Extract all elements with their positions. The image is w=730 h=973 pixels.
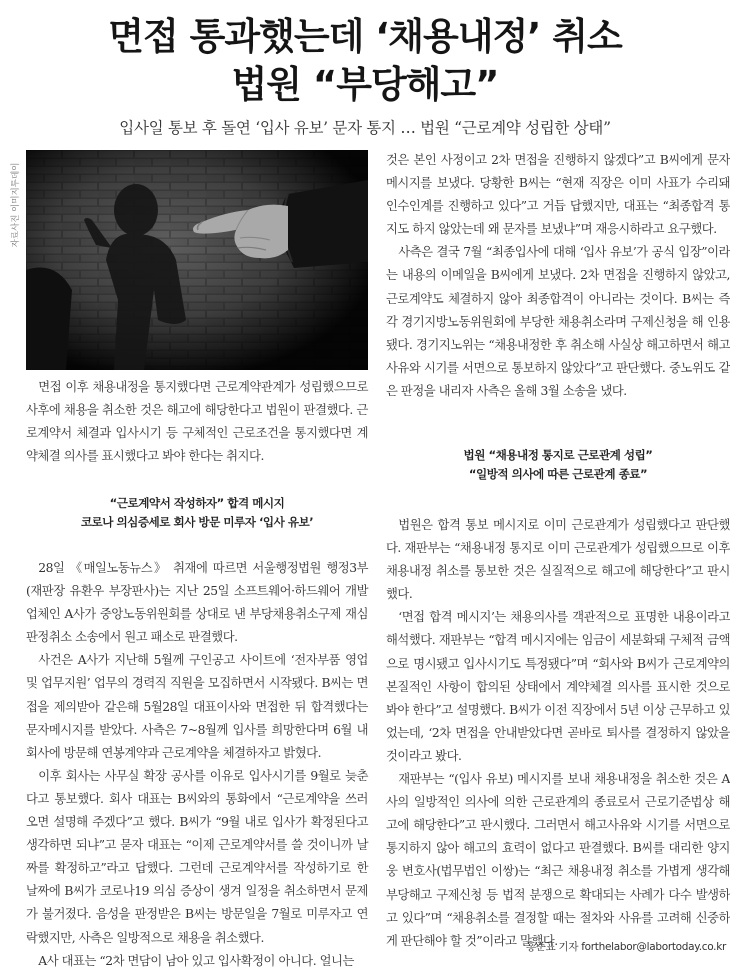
byline: 홍준표 기자 forthelabor@labortoday.co.kr	[525, 941, 726, 953]
article-photo	[26, 150, 368, 370]
headline-line1: 면접 통과했는데 ‘채용내정’ 취소	[108, 15, 622, 58]
subheadline: 입사일 통보 후 돌연 ‘입사 유보’ 문자 통지 … 법원 “근로계약 성립한 상태”	[119, 119, 611, 137]
body-paragraph: 사측은 결국 7월 “최종입사에 대해 ‘입사 유보’가 공식 입장”이라는 내용의 이메일을 B씨에게 보냈다. 2차 면접을 진행하지 않았고, 근로계약도 체결하지 않아 최종합격이 아니라는 것이다. B씨는 즉각 경기지방노동위원회에 부당한 채용취소라며 구제신청을 해 인용됐다. 경기지노위는 “채용내정한 후 취소해 사실상 해고하면서 해고사유와 시기를 서면으로 통보하지 않았다”고 판단했다. 중노위도 같은 판정을 내리자 사측은 올해 3월 소송을 냈다.	[386, 245, 730, 398]
body-paragraph: 것은 본인 사정이고 2차 면접을 진행하지 않겠다”고 B씨에게 문자메시지를 보냈다. 당황한 B씨는 “현재 직장은 이미 사표가 수리돼 인수인계를 진행하고 있다”고 거듭 답했지만, 대표는 “최종합격 통지도 하지 않았는데 왜 문자를 보냈냐”며 재응시하라고 요구했다.	[386, 153, 730, 237]
body-paragraph: ‘면접 합격 메시지’는 채용의사를 객관적으로 표명한 내용이라고 해석했다. 재판부는 “합격 메시지에는 임금이 세분화돼 구체적 금액으로 명시됐고 입사시기도 특정됐다”며 “회사와 B씨가 근로계약의 본질적인 사항이 합의된 상태에서 계약체결 의사를 표시한 것으로 봐야 한다”고 설명했다. B씨가 이전 직장에서 5년 이상 근무하고 있었는데, ‘2차 면접을 안내받았다면 곧바로 퇴사를 결정하지 않았을 것이라고 봤다.	[386, 610, 730, 763]
subtitle-1-line2: 코로나 의심증세로 회사 방문 미루자 ‘입사 유보’	[80, 515, 314, 529]
subtitle-2	[386, 446, 730, 484]
pointing-finger-illustration	[26, 150, 368, 370]
subtitle-2-line1: 법원 “채용내정 통지로 근로관계 성립”	[463, 448, 653, 462]
body-paragraph: 28일 《매일노동뉴스》 취재에 따르면 서울행정법원 행정3부(재판장 유환우 부장판사)는 지난 25일 소프트웨어·하드웨어 개발업체인 A사가 중앙노동위원회를 상대로 낸 부당채용취소구제 재심판정취소 소송에서 원고 패소로 판결했다.	[26, 561, 368, 645]
lead-paragraph	[26, 376, 368, 468]
subtitle-1-line1: “근로계약서 작성하자” 합격 메시지	[109, 496, 285, 510]
photo-credit: 자료사진 이미지투데이	[11, 162, 21, 248]
body-paragraph: A사 대표는 “2차 면담이 남아 있고 입사확정이 아니다. 얼니는	[38, 953, 354, 968]
left-column-body	[26, 557, 368, 973]
headline-line2: 법원 “부당해고”	[231, 63, 499, 106]
lead-text: 면접 이후 채용내정을 통지했다면 근로계약관계가 성립했으므로 사후에 채용을 취소한 것은 해고에 해당한다고 법원이 판결했다. 근로계약서 체결과 입사시기 등 구체적인 근로조건을 통지했다면 계약체결 의사를 표시했다고 봐야 한다는 취지다.	[26, 380, 368, 464]
subtitle-2-line2: “일방적 의사에 따른 근로관계 종료”	[468, 467, 648, 481]
body-paragraph: 재판부는 “(입사 유보) 메시지를 보내 채용내정을 취소한 것은 A사의 일방적인 의사에 의한 근로관계의 종료로서 근로기준법상 해고에 해당한다”고 판시했다. 그러면서 해고사유와 시기를 서면으로 통지하지 않아 해고의 효력이 없다고 판결했다. B씨를 대리한 양지웅 변호사(법무법인 이쌍)는 “최근 채용내정 취소를 가볍게 생각해 부당해고 구제신청 등 법적 분쟁으로 확대되는 사례가 다수 발생하고 있다”며 “채용취소를 결정할 때는 절차와 사유를 고려해 신중하게 판단해야 할 것”이라고 말했다.	[386, 772, 730, 948]
body-paragraph: 법원은 합격 통보 메시지로 이미 근로관계가 성립했다고 판단했다. 재판부는 “채용내정 통지로 이미 근로관계가 성립했으므로 이후 채용내정 취소를 통보한 것은 실질적으로 해고에 해당한다”고 판시했다.	[386, 518, 730, 602]
body-paragraph: 이후 회사는 사무실 확장 공사를 이유로 입사시기를 9월로 늦춘다고 통보했다. 회사 대표는 B씨와의 통화에서 “근로계약을 쓰러 오면 설명해 주겠다”고 했다. B씨가 “9월 내로 입사가 확정된다고 생각하면 되냐”고 묻자 대표는 “이제 근로계약서를 쓸 것이니까 날짜를 확정하고”라고 답했다. 그런데 근로계약서를 작성하기로 한 날짜에 B씨가 코로나19 의심 증상이 생겨 일정을 취소하면서 문제가 불거졌다. 음성을 판정받은 B씨는 방문일을 7월로 미루자고 연락했지만, 사측은 일방적으로 채용을 취소했다.	[26, 768, 368, 945]
subtitle-1	[26, 494, 368, 532]
right-column-body	[386, 514, 730, 953]
right-column-top	[386, 149, 730, 403]
body-paragraph: 사건은 A사가 지난해 5월께 구인공고 사이트에 ‘전자부품 영업 및 업무지원’ 업무의 경력직 직원을 모집하면서 시작됐다. B씨는 면접을 제의받아 같은해 5월28일 대표이사와 면접한 뒤 합격했다는 문자메시지를 받았다. 사측은 7~8월께 입사를 희망한다며 6월 내 회사에 방문해 연봉계약과 근로계약을 체결하자고 밝혔다.	[26, 653, 368, 760]
